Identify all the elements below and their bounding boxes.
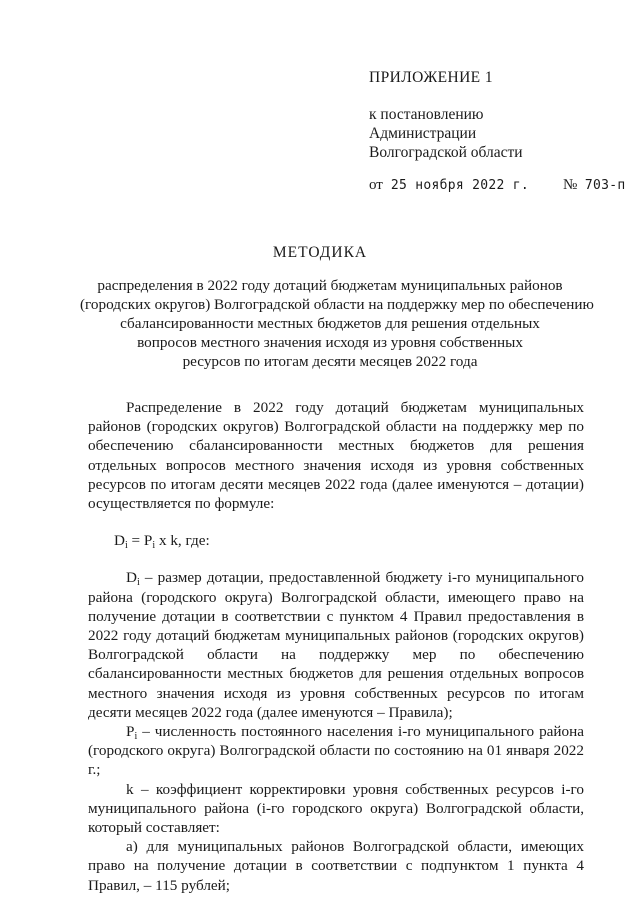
k-definition: k – коэффициент корректировки уровня собственных ресурсов i-го муниципального района (i-го городского округа) Волгоградской области, который составляет: [88, 780, 584, 837]
subtitle-line: ресурсов по итогам десяти месяцев 2022 года [182, 353, 478, 370]
subtitle-line: (городских округов) Волгоградской области на поддержку мер по обеспечению [80, 296, 594, 313]
appendix-line: к постановлению [369, 106, 484, 123]
document-body [88, 398, 584, 895]
subtitle-line: вопросов местного значения исходя из уровня собственных [137, 334, 523, 351]
appendix-title: ПРИЛОЖЕНИЕ 1 [369, 69, 493, 86]
appendix-date-line [369, 176, 626, 195]
subtitle-line: сбалансированности местных бюджетов для решения отдельных [120, 315, 540, 332]
appendix-line: Администрации [369, 125, 477, 142]
d-definition: $D_i$ – размер дотации, предоставленной бюджету i-го муниципального района (городского округа) Волгоградской области, имеющего право на получение дотации в соответствии с пунктом 4 Правил предоставления в 2022 году дотаций бюджетам муниципальных районов (городских округов) Волгоградской области на поддержку мер по обеспечению сбалансированности местных бюджетов для решения отдельных вопросов местного значения исходя из уровня собственных ресурсов по итогам десяти месяцев 2022 года (далее именуются – Правила); [88, 569, 584, 721]
appendix-block [369, 68, 626, 195]
item-a: а) для муниципальных районов Волгоградской области, имеющих право на получение дотации в соответствии с подпунктом 1 пункта 4 Правил, – 115 рублей; [88, 838, 584, 894]
formula: $D_i = P_i$ x k, где: [114, 532, 210, 552]
intro-paragraph: Распределение в 2022 году дотаций бюджетам муниципальных районов (городских округов) Волгоградской области на поддержку мер по обеспечению сбалансированности местных бюджетов для решения отдельных вопросов местного значения исходя из уровня собственных ресурсов по итогам десяти месяцев 2022 года (далее именуются – дотации) осуществляется по формуле: [88, 399, 584, 513]
number-value: 703-п [584, 178, 626, 193]
p-definition: $P_i$ – численность постоянного населения i-го муниципального района (городского округа) Волгоградской области по состоянию на 01 января 2022 г.; [88, 723, 584, 779]
date-prefix: от [369, 177, 383, 193]
method-title: МЕТОДИКА [272, 244, 368, 261]
date-value: 25 ноября 2022 г. [390, 178, 530, 193]
appendix-line: Волгоградской области [369, 144, 523, 161]
method-subtitle [80, 276, 594, 371]
subtitle-line: распределения в 2022 году дотаций бюджетам муниципальных районов [97, 277, 563, 294]
number-prefix: № [563, 177, 578, 193]
